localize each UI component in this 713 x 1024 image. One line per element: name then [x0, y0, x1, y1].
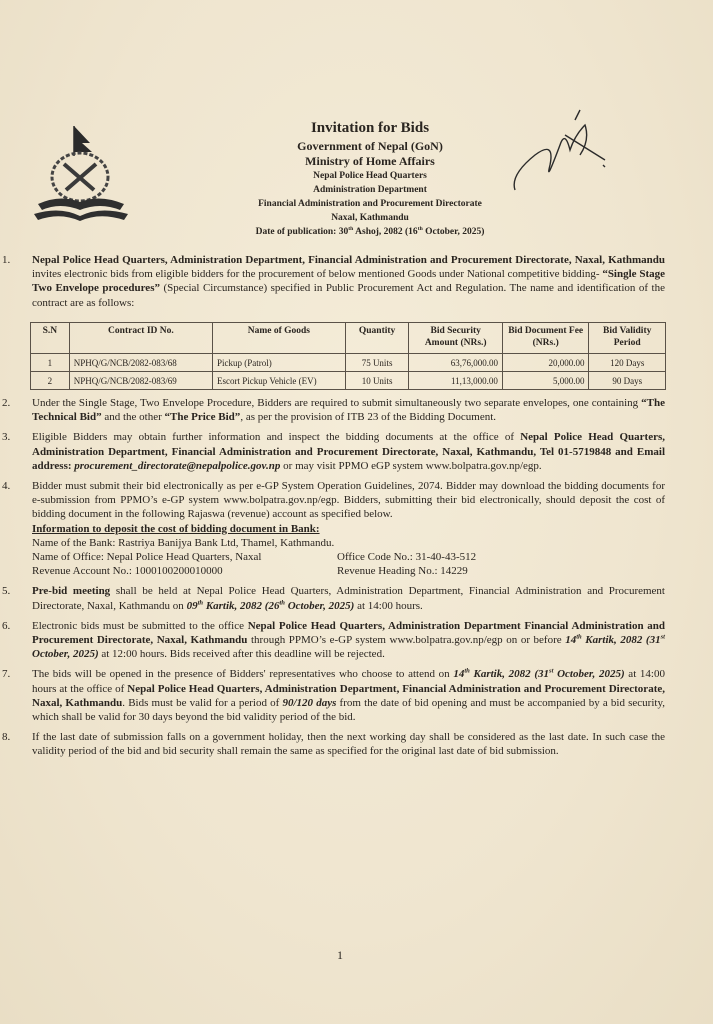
bank-info-heading: Information to deposit the cost of bidding document in Bank:	[32, 522, 320, 535]
paragraph-6: 6. Electronic bids must be submitted to the office Nepal Police Head Quarters, Administration Department Financial Administration and Procurement Directorate, Naxal, Kathmandu through PPMO’s e-GP system www.bolpatra.gov.np/egp on or before 14th Kartik, 2082 (31st October, 2025) at 12:00 hours. Bids received after this deadline will be rejected.	[2, 619, 666, 661]
paragraph-number: 6.	[2, 619, 11, 632]
paragraph-7: 7. The bids will be opened in the presence of Bidders' representatives who choose to attend on 14th Kartik, 2082 (31st October, 2025) at 14:00 hours at the office of Nepal Police Head Quarters, Administration Department, Financial Administration and Procurement Directorate, Naxal, Kathmandu. Bids must be valid for a period of 90/120 days from the date of bid opening and must be accompanied by a bid security, which shall be valid for 30 days beyond the bid validity period of the bid.	[2, 667, 665, 724]
column-header: S.N	[31, 323, 70, 354]
paragraph-5: 5. Pre-bid meeting shall be held at Nepal Police Head Quarters, Administration Department, Financial Administration and Procurement Directorate, Naxal, Kathmandu on 09th Kartik, 2082 (26th October, 2025) at 14:00 hours.	[2, 585, 665, 612]
organization-name: Nepal Police Head Quarters	[313, 171, 427, 181]
cell-contract-id: NPHQ/G/NCB/2082-083/68	[69, 354, 212, 372]
table-row	[31, 354, 666, 372]
cell-sn: 2	[31, 372, 70, 390]
paragraph-8: 8. If the last date of submission falls on a government holiday, then the next working day shall be considered as the last date. In such case the validity period of the bid and bid security shall remain the same as specified for the original last date of bid submission.	[2, 731, 665, 758]
column-header: Bid Validity Period	[589, 323, 666, 354]
document-title: Invitation for Bids	[310, 120, 430, 136]
cell-validity: 90 Days	[589, 372, 666, 390]
cell-goods-name: Escort Pickup Vehicle (EV)	[213, 372, 346, 390]
cell-quantity: 10 Units	[345, 372, 409, 390]
cell-contract-id: NPHQ/G/NCB/2082-083/69	[69, 372, 212, 390]
government-name: Government of Nepal (GoN)	[297, 139, 443, 153]
contracts-table	[30, 322, 666, 390]
publication-date: Date of publication: 30th Ashoj, 2082 (16th October, 2025)	[255, 225, 485, 237]
cell-bid-security: 63,76,000.00	[409, 354, 502, 372]
nepal-police-emblem-icon	[30, 122, 130, 222]
office-name: Name of Office: Nepal Police Head Quarters, Naxal	[32, 551, 262, 564]
column-header: Name of Goods	[213, 323, 346, 354]
table-header-row	[31, 323, 666, 354]
cell-document-fee: 5,000.00	[502, 372, 589, 390]
cell-goods-name: Pickup (Patrol)	[213, 354, 346, 372]
document-body	[0, 253, 713, 316]
location: Naxal, Kathmandu	[331, 213, 409, 223]
paragraph-3: 3. Eligible Bidders may obtain further information and inspect the bidding documents at the office of Nepal Police Head Quarters, Administration Department, Financial Administration and Procurement Directorate, Naxal, Kathmandu, Tel 01-5719848 and Email address: procurement_directorate@nepalpolice.gov.np or may visit PPMO eGP system www.bolpatra.gov.np/egp.	[2, 431, 665, 472]
paragraph-number: 2.	[2, 397, 11, 409]
office-code: Office Code No.: 31-40-43-512	[337, 551, 477, 564]
column-header: Bid Security Amount (NRs.)	[409, 323, 502, 354]
paragraph-1: 1. Nepal Police Head Quarters, Administration Department, Financial Administration and Procurement Directorate, Naxal, Kathmandu invites electronic bids from eligible bidders for the procurement of below mentioned Goods under National competitive bidding- “Single Stage Two Envelope procedures” (Special Circumstance) specified in Public Procurement Act and Regulation. The name and identification of the contract are as follows:	[2, 254, 665, 309]
paragraph-number: 4.	[2, 480, 11, 493]
column-header: Quantity	[345, 323, 409, 354]
document-body-continued	[0, 396, 713, 765]
ministry-name: Ministry of Home Affairs	[305, 154, 435, 168]
paragraph-number: 7.	[2, 668, 11, 681]
document-header	[170, 120, 570, 239]
column-header: Bid Document Fee (NRs.)	[502, 323, 589, 354]
paragraph-4: 4. Bidder must submit their bid electronically as per e-GP System Operation Guidelines, 2074. Bidder may download the bidding documents for e-submission from PPMO’s e-GP system www.bolpatra.gov.np/egp. Bidders, submitting their bid electronically, should deposit the cost of bidding document in the following Rajaswa (revenue) account as specified below.	[2, 480, 665, 521]
cell-sn: 1	[31, 354, 70, 372]
revenue-account: Revenue Account No.: 1000100200010000	[32, 565, 223, 578]
cell-bid-security: 11,13,000.00	[409, 372, 502, 390]
directorate-name: Financial Administration and Procurement Directorate	[258, 199, 482, 209]
cell-validity: 120 Days	[589, 354, 666, 372]
paragraph-number: 5.	[2, 585, 11, 598]
revenue-heading: Revenue Heading No.: 14229	[337, 565, 468, 578]
paragraph-number: 3.	[2, 431, 11, 444]
column-header: Contract ID No.	[69, 323, 212, 354]
bank-name: Name of the Bank: Rastriya Banijya Bank Ltd, Thamel, Kathmandu.	[32, 536, 335, 549]
table-row	[31, 372, 666, 390]
department-name: Administration Department	[313, 185, 427, 195]
paragraph-number: 1.	[2, 254, 11, 266]
cell-document-fee: 20,000.00	[502, 354, 589, 372]
page-number: 1	[337, 948, 343, 962]
bank-info	[0, 522, 713, 579]
paragraph-number: 8.	[2, 731, 11, 744]
paragraph-2: 2. Under the Single Stage, Two Envelope Procedure, Bidders are required to submit simultaneously two separate envelopes, one containing “The Technical Bid” and the other “The Price Bid”, as per the provision of ITB 23 of the Bidding Document.	[2, 397, 665, 424]
cell-quantity: 75 Units	[345, 354, 409, 372]
email-link[interactable]: procurement_directorate@nepalpolice.gov.np	[74, 459, 281, 472]
